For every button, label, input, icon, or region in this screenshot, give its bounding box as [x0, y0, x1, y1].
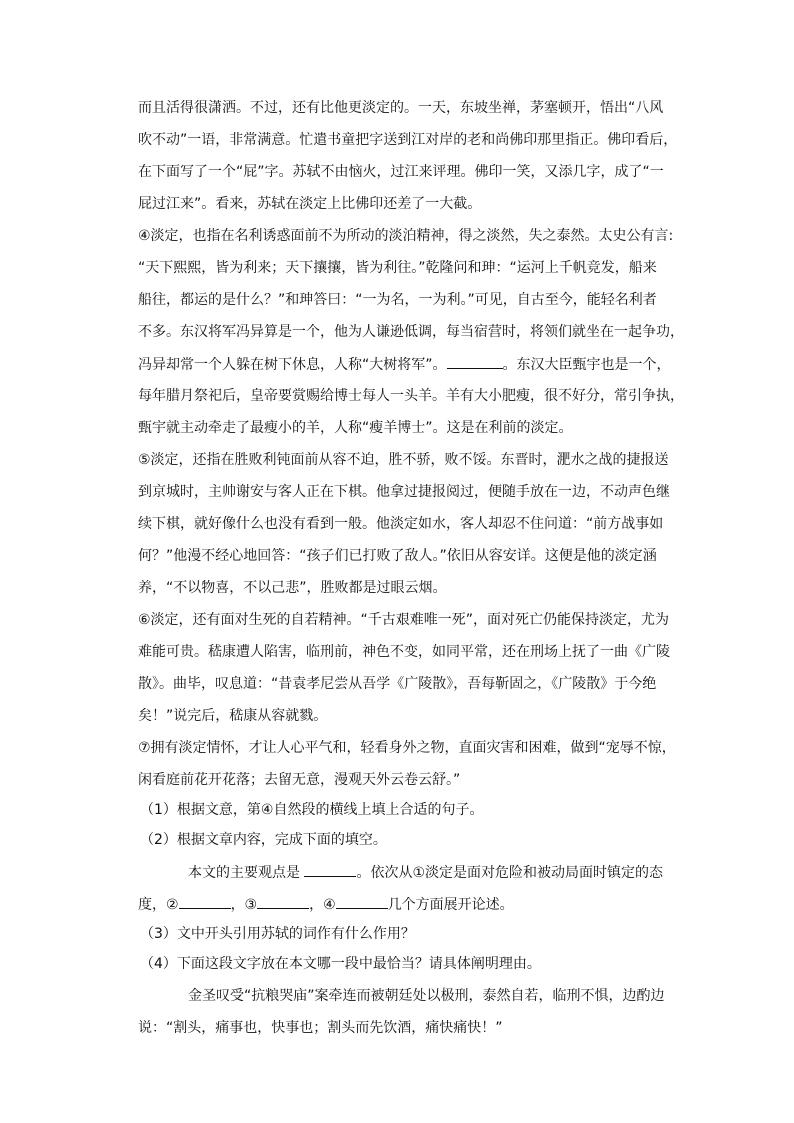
para7-line-1: ⑦拥有淡定情怀，才让人心平气和，轻看身外之物，直面灾害和困难，做到“宠辱不惊，	[138, 740, 676, 756]
para5-line-4: 何？”他漫不经心地回答：“孩子们已打败了敌人。”依旧从容安详。这便是他的淡定涵	[138, 548, 657, 564]
para4-line-5	[138, 354, 671, 375]
para5-line-5: 养，“不以物喜，不以己悲”，胜败都是过眼云烟。	[138, 580, 447, 596]
para5-line-3: 续下棋，就好像什么也没有看到一般。他淡定如水，客人却忍不住问道：“前方战事如	[138, 516, 664, 532]
question-2-line-1	[188, 862, 663, 883]
question-3: （3）文中开头引用苏轼的词作有什么作用？	[140, 926, 415, 942]
intro-line-4: 屁过江来”。看来，苏轼在淡定上比佛印还差了一大截。	[138, 196, 482, 212]
para4-line-1: ④淡定，也指在名利诱惑面前不为所动的淡泊精神，得之淡然，失之泰然。太史公有言:	[138, 228, 674, 244]
q2-main-idea-label: 本文的主要观点是	[188, 865, 300, 881]
main-idea-blank[interactable]	[304, 862, 356, 877]
para6-line-4: 矣！”说完后，嵇康从容就戮。	[138, 708, 328, 724]
para4-line-5-end: 。东汉大臣甄宇也是一个，	[502, 357, 671, 373]
para4-line-4: 不多。东汉将军冯异算是一个，他为人谦逊低调，每当宿营时，将领们就坐在一起争功，	[138, 324, 684, 340]
para6-line-3: 散》。曲毕，叹息道：“昔袁孝尼尝从吾学《广陵散》，吾每靳固之，《广陵散》于今绝	[138, 676, 657, 692]
para6-line-2: 难能可贵。嵇康遭人陷害，临刑前，神色不变，如同平常，还在刑场上抚了一曲《广陵	[138, 644, 670, 660]
q2-item-3-label: ，③	[230, 897, 258, 913]
question-4-passage-line-2: 说：“割头，痛事也，快事也；割头而先饮酒，痛快痛快！”	[138, 1020, 503, 1036]
para4-line-3: 船往，都运的是什么？”和珅答曰：“一为名，一为利。”可见，自古至今，能轻名利者	[138, 292, 657, 308]
para4-line-6: 每年腊月祭祀后，皇帝要赏赐给博士每人一头羊。羊有大小肥瘦，很不好分，常引争执，	[138, 388, 684, 404]
intro-line-2: 吹不动”一语，非常满意。忙遣书童把字送到江对岸的老和尚佛印那里指正。佛印看后，	[138, 132, 678, 148]
question-4-passage-line-1: 金圣叹受“抗粮哭庙”案牵连而被朝廷处以极刑，泰然自若，临刑不惧，边酌边	[188, 988, 665, 1004]
para6-line-1: ⑥淡定，还有面对生死的自若精神。“千古艰难唯一死”，面对死亡仍能保持淡定，尤为	[138, 612, 670, 628]
para4-line-7: 甄宇就主动牵走了最瘦小的羊，人称“瘦羊博士”。这是在利前的淡定。	[138, 420, 573, 436]
q2-line-2-end: 几个方面展开论述。	[387, 897, 514, 913]
question-4: （4）下面这段文字放在本文哪一段中最恰当？请具体阐明理由。	[140, 956, 541, 972]
para7-line-2: 闲看庭前花开花落；去留无意，漫观天外云卷云舒。”	[138, 772, 461, 788]
question-2: （2）根据文章内容，完成下面的填空。	[140, 832, 387, 848]
item-4-blank[interactable]	[336, 894, 388, 909]
q2-item-4-label: ，④	[309, 897, 336, 913]
para4-line-5-start: 冯异却常一个人躲在树下休息，人称“大树将军”。	[138, 357, 447, 373]
para5-line-1: ⑤淡定，还指在胜败利钝面前从容不迫，胜不骄，败不馁。东晋时，淝水之战的捷报送	[138, 452, 669, 468]
fill-in-blank[interactable]	[447, 354, 503, 369]
item-2-blank[interactable]	[179, 894, 231, 909]
question-1: （1）根据文意，第④自然段的横线上填上合适的句子。	[140, 802, 484, 818]
question-2-line-2	[138, 894, 514, 915]
q2-item-2-label: 度，②	[138, 897, 179, 913]
intro-line-3: 在下面写了一个“屁”字。苏轼不由恼火，过江来评理。佛印一笑，又添几字，成了“一	[138, 164, 664, 180]
item-3-blank[interactable]	[257, 894, 309, 909]
intro-line-1: 而且活得很潇洒。不过，还有比他更淡定的。一天，东坡坐禅，茅塞顿开，悟出“八风	[138, 100, 664, 116]
para5-line-2: 到京城时，主帅谢安与客人正在下棋。他拿过捷报阅过，便随手放在一边，不动声色继	[138, 484, 670, 500]
q2-line-1-end: 。依次从①淡定是面对危险和被动局面时镇定的态	[356, 865, 664, 881]
para4-line-2: “天下熙熙，皆为利来；天下攘攘，皆为利往。”乾隆问和珅：“运河上千帆竞发，船来	[138, 260, 657, 276]
